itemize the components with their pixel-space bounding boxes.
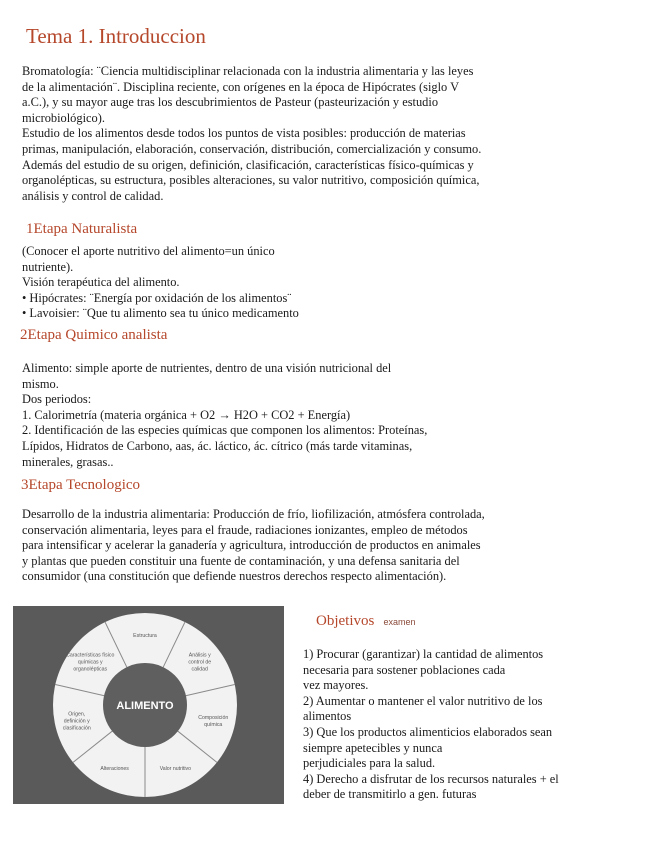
- objective-line: 1) Procurar (garantizar) la cantidad de alimentos: [303, 647, 544, 661]
- objective-line: 4) Derecho a disfrutar de los recursos naturales + el: [303, 771, 559, 786]
- stage1-paragraph: [22, 244, 299, 322]
- page-title: Tema 1. Introduccion: [26, 24, 206, 48]
- stage3-heading: 3Etapa Tecnologico: [21, 477, 141, 493]
- stage2-line: Lípidos, Hidratos de Carbono, aas, ác. láctico, ác. cítrico (más tarde vitaminas,: [22, 438, 413, 453]
- stage2-heading: 2Etapa Quimico analista: [20, 327, 168, 343]
- objective-line: siempre apetecibles y nunca: [303, 740, 443, 755]
- wheel-segment-label: Análisis y: [188, 652, 211, 659]
- wheel-segment-label: Origen,: [68, 711, 86, 718]
- objective-line: 3) Que los productos alimenticios elaborados sean: [303, 724, 553, 739]
- objectives-list: [303, 647, 559, 803]
- stage1-line: (Conocer el aporte nutritivo del alimento=un único: [22, 244, 275, 258]
- intro-line: análisis y control de calidad.: [22, 188, 164, 203]
- intro-line: de la alimentación¨. Disciplina reciente, con orígenes en la época de Hipócrates (siglo V: [22, 79, 460, 94]
- objective-line: alimentos: [303, 709, 352, 724]
- intro-line: Estudio de los alimentos desde todos los puntos de vista posibles: producción de materias: [22, 126, 466, 141]
- wheel-segment-label: Composición: [198, 715, 229, 722]
- alimento-wheel: [13, 606, 284, 804]
- stage2-line: Dos periodos:: [22, 392, 92, 407]
- wheel-center-label: ALIMENTO: [116, 700, 174, 712]
- objectives-tag: examen: [383, 617, 416, 627]
- intro-line: primas, manipulación, elaboración, conservación, distribución, comercialización y consumo.: [22, 141, 482, 156]
- stage2-line: mismo.: [22, 376, 59, 391]
- stage3-line: y plantas que pueden constituir una fuente de contaminación, y una defensa sanitaria del: [22, 553, 460, 568]
- wheel-segment-label: Estructura: [133, 633, 157, 639]
- intro-line: a.C.), y su mayor auge tras los descubrimientos de Pasteur (pasteurización y estudio: [22, 95, 439, 110]
- objective-line: vez mayores.: [303, 678, 369, 693]
- wheel-segment-label: Alteraciones: [100, 766, 129, 773]
- stage2-paragraph: [22, 361, 427, 470]
- objective-line: deber de transmitirlo a gen. futuras: [303, 787, 477, 802]
- stage3-line: para intensificar y acelerar la ganadería y agricultura, introducción de productos en animales: [22, 538, 481, 553]
- intro-line: microbiológico).: [22, 110, 105, 125]
- wheel-segment-label: organolépticas: [73, 666, 108, 673]
- stage1-line: Visión terapéutica del alimento.: [22, 275, 180, 290]
- alimento-diagram: [13, 606, 284, 804]
- stage3-line: consumidor (una constitución que defiende nuestros derechos respecto alimentación).: [22, 569, 447, 584]
- intro-paragraph: [22, 64, 481, 204]
- stage3-paragraph: [22, 507, 485, 585]
- wheel-segment-label: Valor nutritivo: [159, 766, 192, 773]
- stage1-line: • Lavoisier: ¨Que tu alimento sea tu único medicamento: [22, 306, 299, 321]
- objective-line: necesaria para sostener poblaciones cada: [303, 662, 506, 677]
- objectives-heading: Objetivos: [316, 613, 375, 629]
- stage2-line: 2. Identificación de las especies químicas que componen los alimentos: Proteínas,: [22, 423, 428, 438]
- intro-line: Además del estudio de su origen, definición, clasificación, características físico-químicas y: [22, 157, 474, 172]
- wheel-segment-label: control de: [188, 659, 212, 666]
- stage2-line: Alimento: simple aporte de nutrientes, dentro de una visión nutricional del: [22, 361, 392, 375]
- wheel-segment-label: química: [204, 722, 223, 729]
- objective-line: 2) Aumentar o mantener el valor nutritivo de los: [303, 693, 543, 708]
- intro-line: organolépticas, su estructura, posibles alteraciones, su valor nutritivo, composición química,: [22, 173, 480, 188]
- stage1-heading: 1Etapa Naturalista: [26, 221, 138, 237]
- wheel-segment-label: definición y: [63, 718, 90, 725]
- wheel-segment-label: calidad: [191, 666, 208, 673]
- stage1-line: nutriente).: [22, 259, 74, 274]
- wheel-segment-label: químicas y: [77, 659, 103, 666]
- stage2-line: 1. Calorimetría (materia orgánica + O2 → H2O + CO2 + Energía): [22, 407, 351, 422]
- stage2-line: minerales, grasas..: [22, 454, 114, 469]
- stage1-line: • Hipócrates: ¨Energía por oxidación de los alimentos¨: [22, 290, 292, 305]
- wheel-segment-label: clasificación: [62, 725, 91, 732]
- stage3-line: conservación alimentaria, leyes para el fraude, radiaciones ionizantes, empleo de métodos: [22, 522, 468, 537]
- wheel-segment-label: Características físico: [66, 652, 115, 659]
- stage3-line: Desarrollo de la industria alimentaria: Producción de frío, liofilización, atmósfera controlada,: [22, 507, 485, 521]
- intro-line: Bromatología: ¨Ciencia multidisciplinar relacionada con la industria alimentaria y las leyes: [22, 64, 474, 78]
- objectives-header: [316, 610, 415, 630]
- objective-line: perjudiciales para la salud.: [303, 756, 436, 771]
